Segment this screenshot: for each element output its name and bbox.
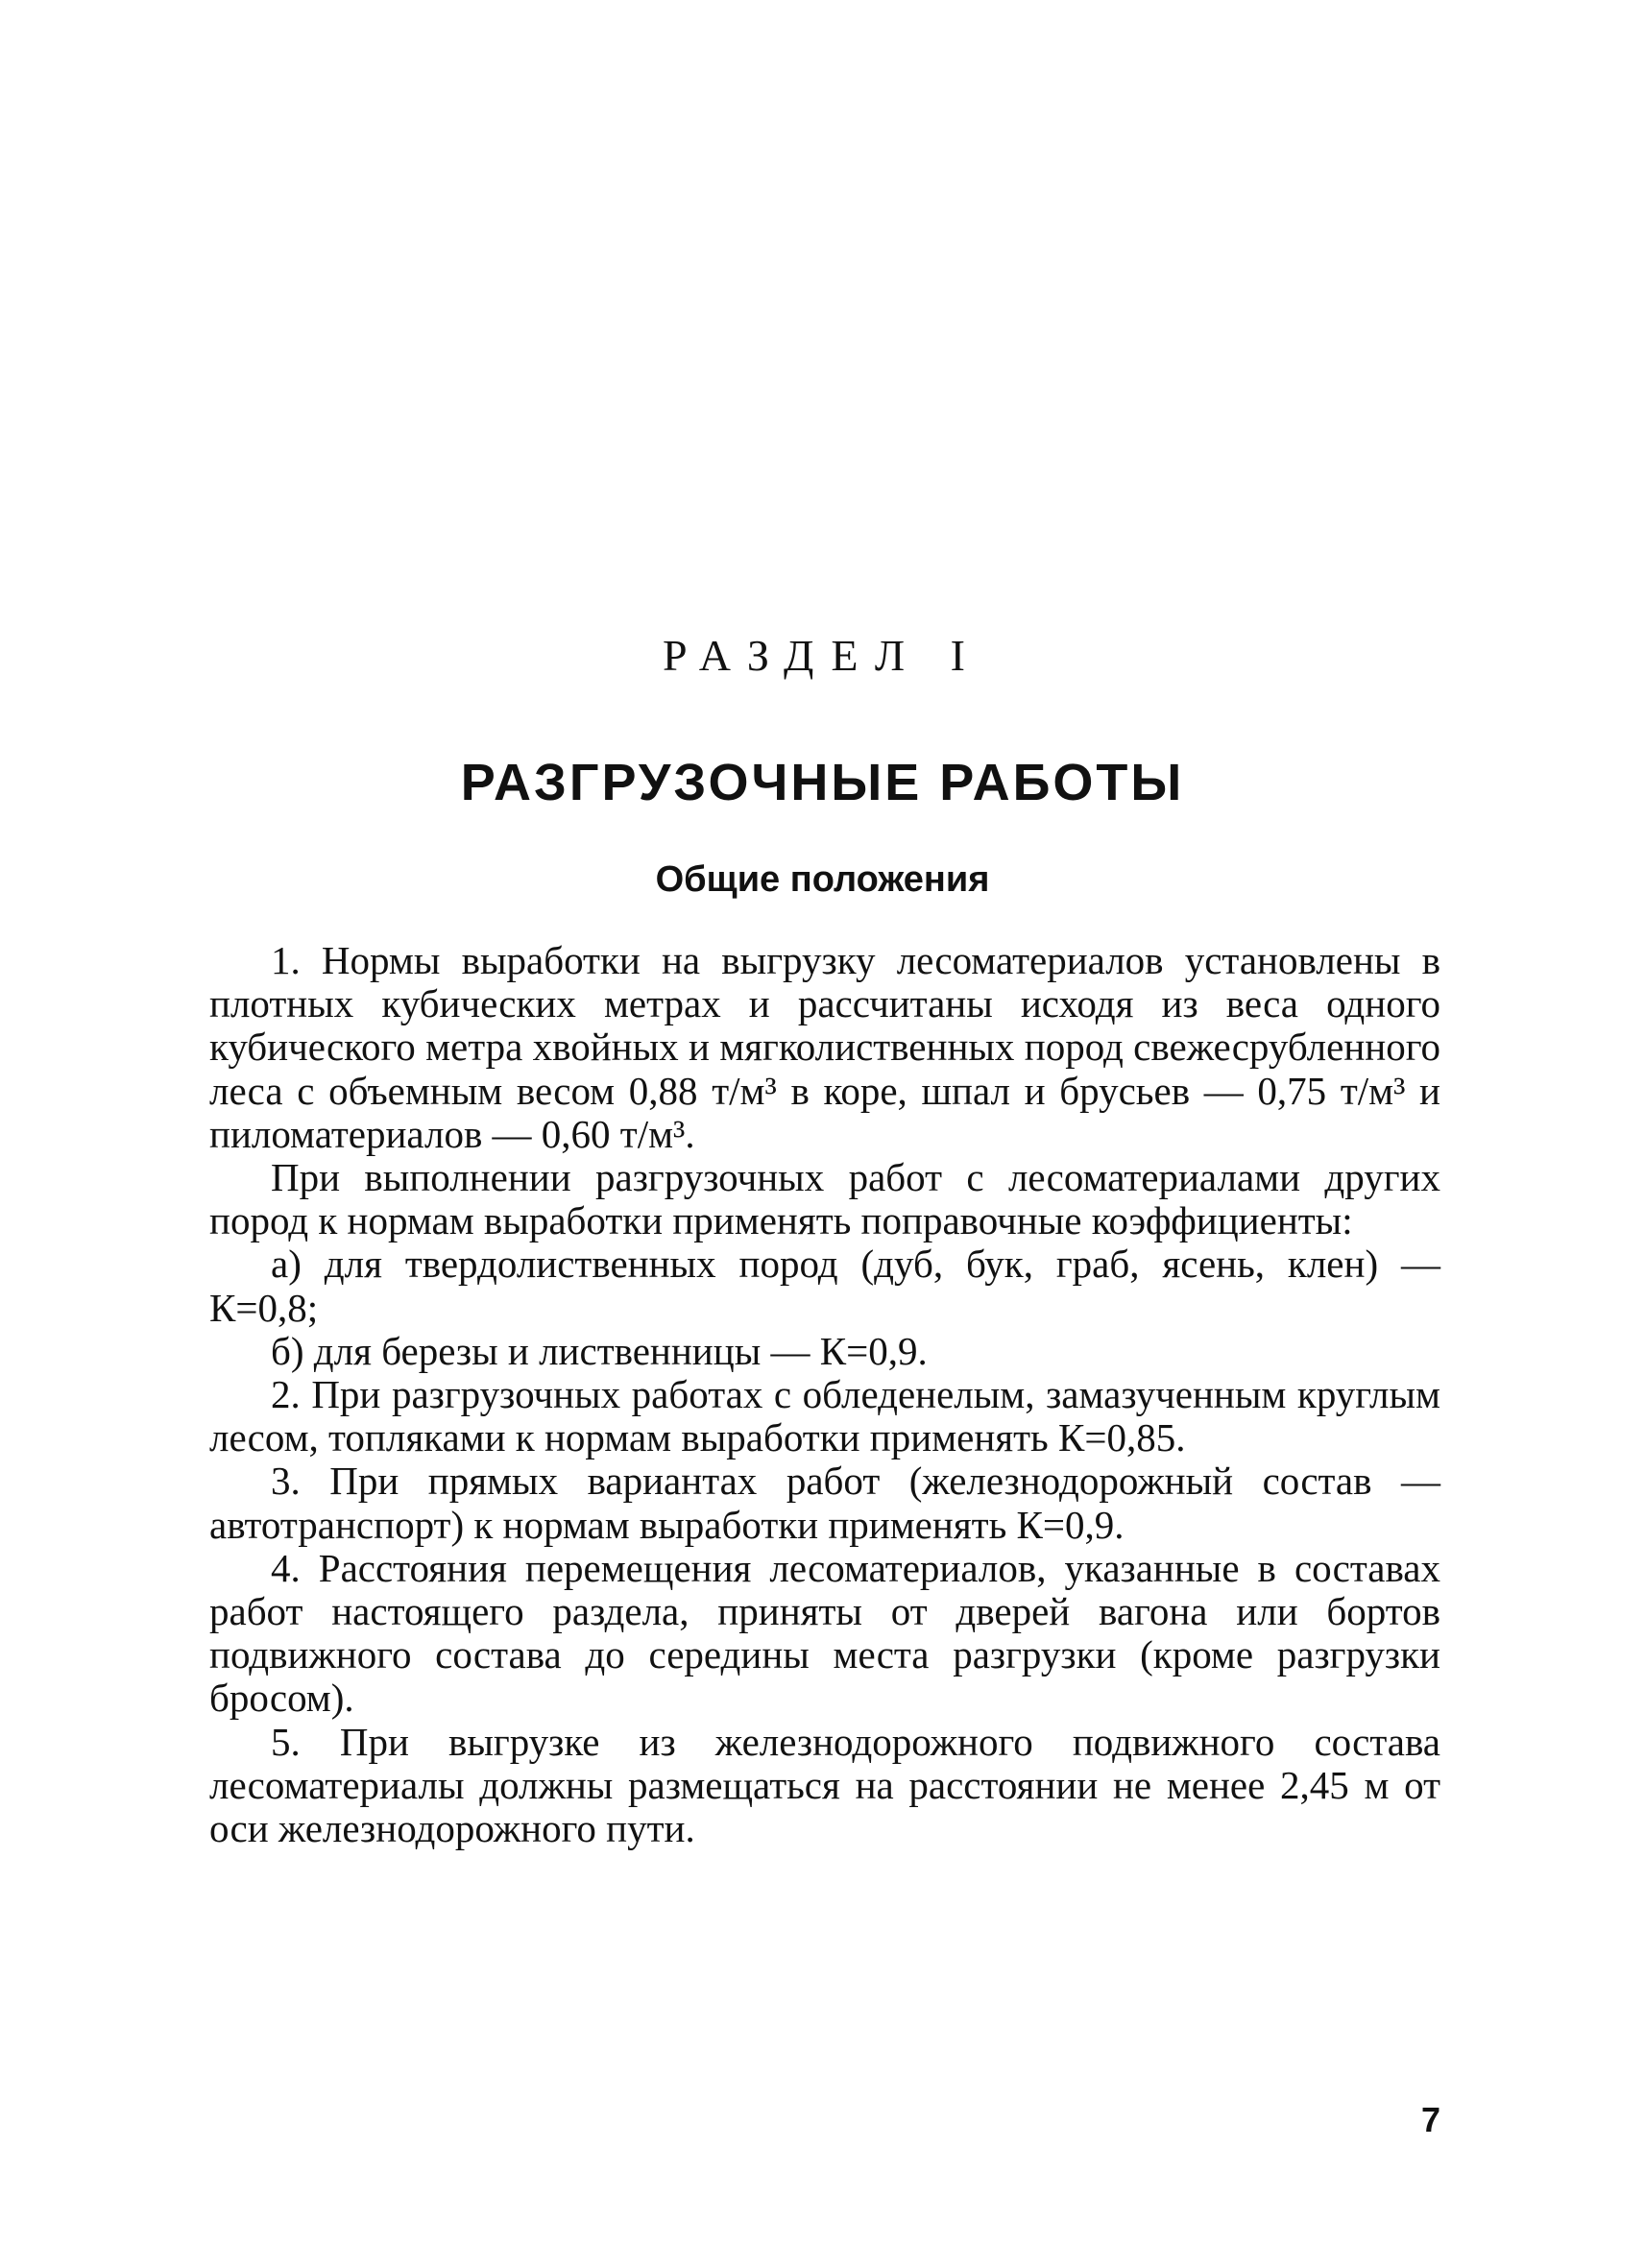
subsection-title: Общие положения: [655, 859, 990, 900]
paragraph-4: 4. Расстояния перемещения лесоматериалов, указанные в составах работ настоящего раздела, приняты от дверей вагона или бортов подвижного состава до середины места разгрузки (кроме разгрузки бросом).: [209, 1545, 1440, 1721]
paragraph-2: 2. При разгрузочных работах с обледенелым, замазученным круглым лесом, топляками к нормам выработки применять К=0,85.: [209, 1372, 1440, 1460]
body-text: [209, 939, 1440, 1850]
paragraph-1-continued: При выполнении разгрузочных работ с лесоматериалами других пород к нормам выработки применять поправочные коэффициенты:: [209, 1155, 1440, 1243]
section-title: РАЗГРУЗОЧНЫЕ РАБОТЫ: [460, 754, 1185, 811]
paragraph-3: 3. При прямых вариантах работ (железнодорожный состав — автотранспорт) к нормам выработки применять К=0,9.: [209, 1459, 1440, 1547]
paragraph-1-item-a: а) для твердолиственных пород (дуб, бук, граб, ясень, клен) — К=0,8;: [209, 1242, 1440, 1330]
section-label: РАЗДЕЛ I: [663, 631, 982, 680]
paragraph-5: 5. При выгрузке из железнодорожного подвижного состава лесоматериалы должны размещаться на расстоянии не менее 2,45 м от оси железнодорожного пути.: [209, 1719, 1440, 1851]
paragraph-1-item-b: б) для березы и лиственницы — К=0,9.: [271, 1328, 928, 1373]
page-number: 7: [1420, 2100, 1440, 2139]
paragraph-1: 1. Нормы выработки на выгрузку лесоматериалов установлены в плотных кубических метрах и рассчитаны исходя из веса одного кубического метра хвойных и мягколиственных пород свежесрубленного леса с объемным весом 0,88 т/м³ в коре, шпал и брусьев — 0,75 т/м³ и пиломатериалов — 0,60 т/м³.: [209, 938, 1440, 1156]
